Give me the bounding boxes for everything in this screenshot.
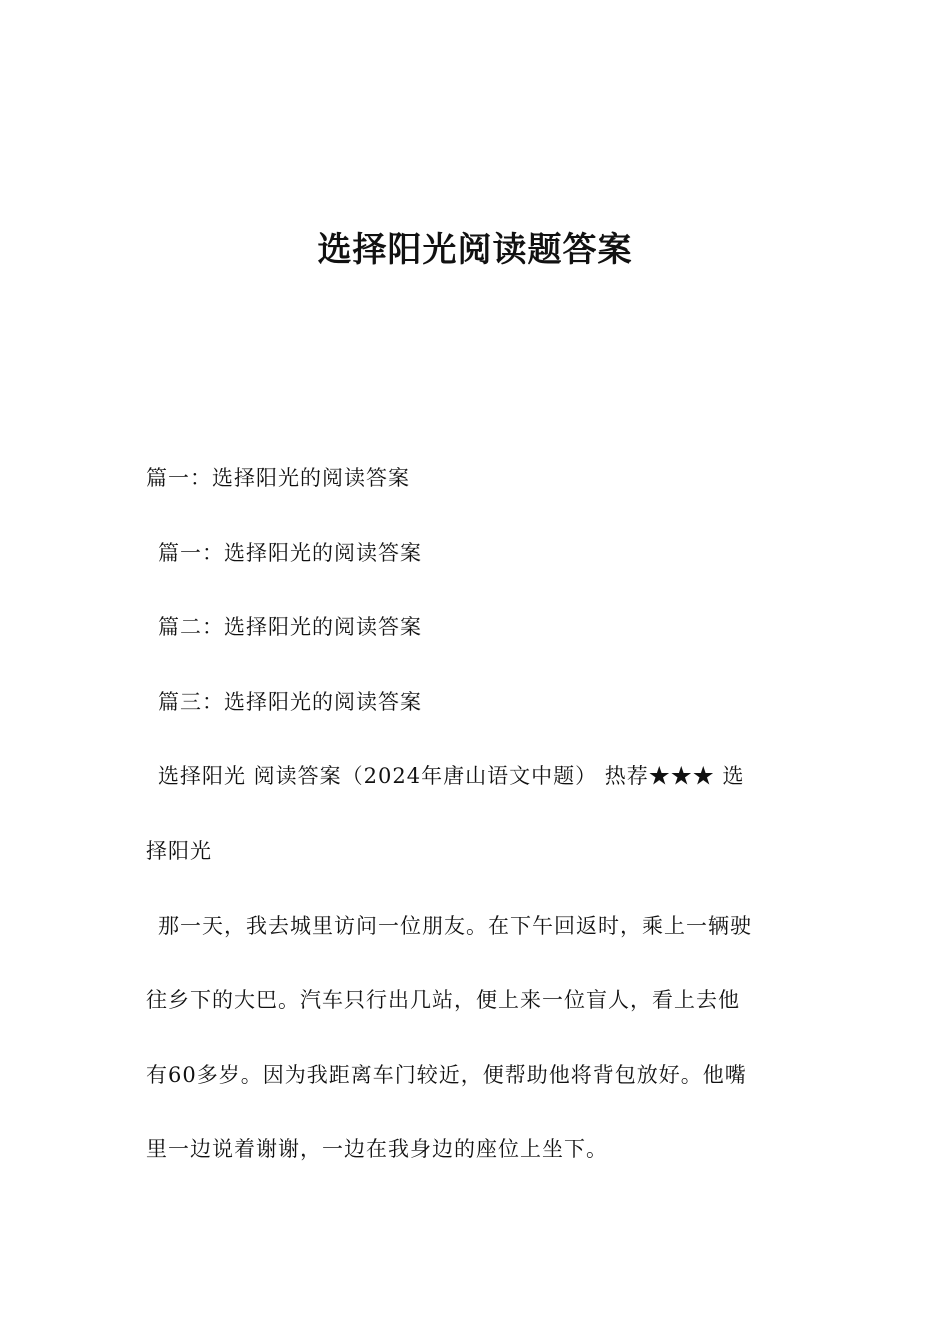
article-heading-line-2: 择阳光 bbox=[146, 838, 212, 863]
paragraph-line-1: 那一天，我去城里访问一位朋友。在下午回返时，乘上一辆驶 bbox=[158, 913, 752, 938]
article-heading-line-1: 选择阳光 阅读答案（2024年唐山语文中题） 热荐★★★ 选 bbox=[158, 764, 745, 789]
paragraph-line-2: 往乡下的大巴。汽车只行出几站，便上来一位盲人，看上去他 bbox=[146, 988, 740, 1013]
document-body bbox=[146, 458, 806, 1204]
toc-heading: 篇一：选择阳光的阅读答案 bbox=[146, 466, 410, 490]
toc-item-2: 篇二：选择阳光的阅读答案 bbox=[158, 615, 422, 640]
toc-item-3: 篇三：选择阳光的阅读答案 bbox=[158, 689, 422, 714]
paragraph-line-4: 里一边说着谢谢，一边在我身边的座位上坐下。 bbox=[146, 1137, 608, 1162]
paragraph-line-3: 有60多岁。因为我距离车门较近，便帮助他将背包放好。他嘴 bbox=[146, 1062, 747, 1087]
toc-item-1: 篇一：选择阳光的阅读答案 bbox=[158, 540, 422, 565]
document-title: 选择阳光阅读题答案 bbox=[317, 230, 633, 270]
